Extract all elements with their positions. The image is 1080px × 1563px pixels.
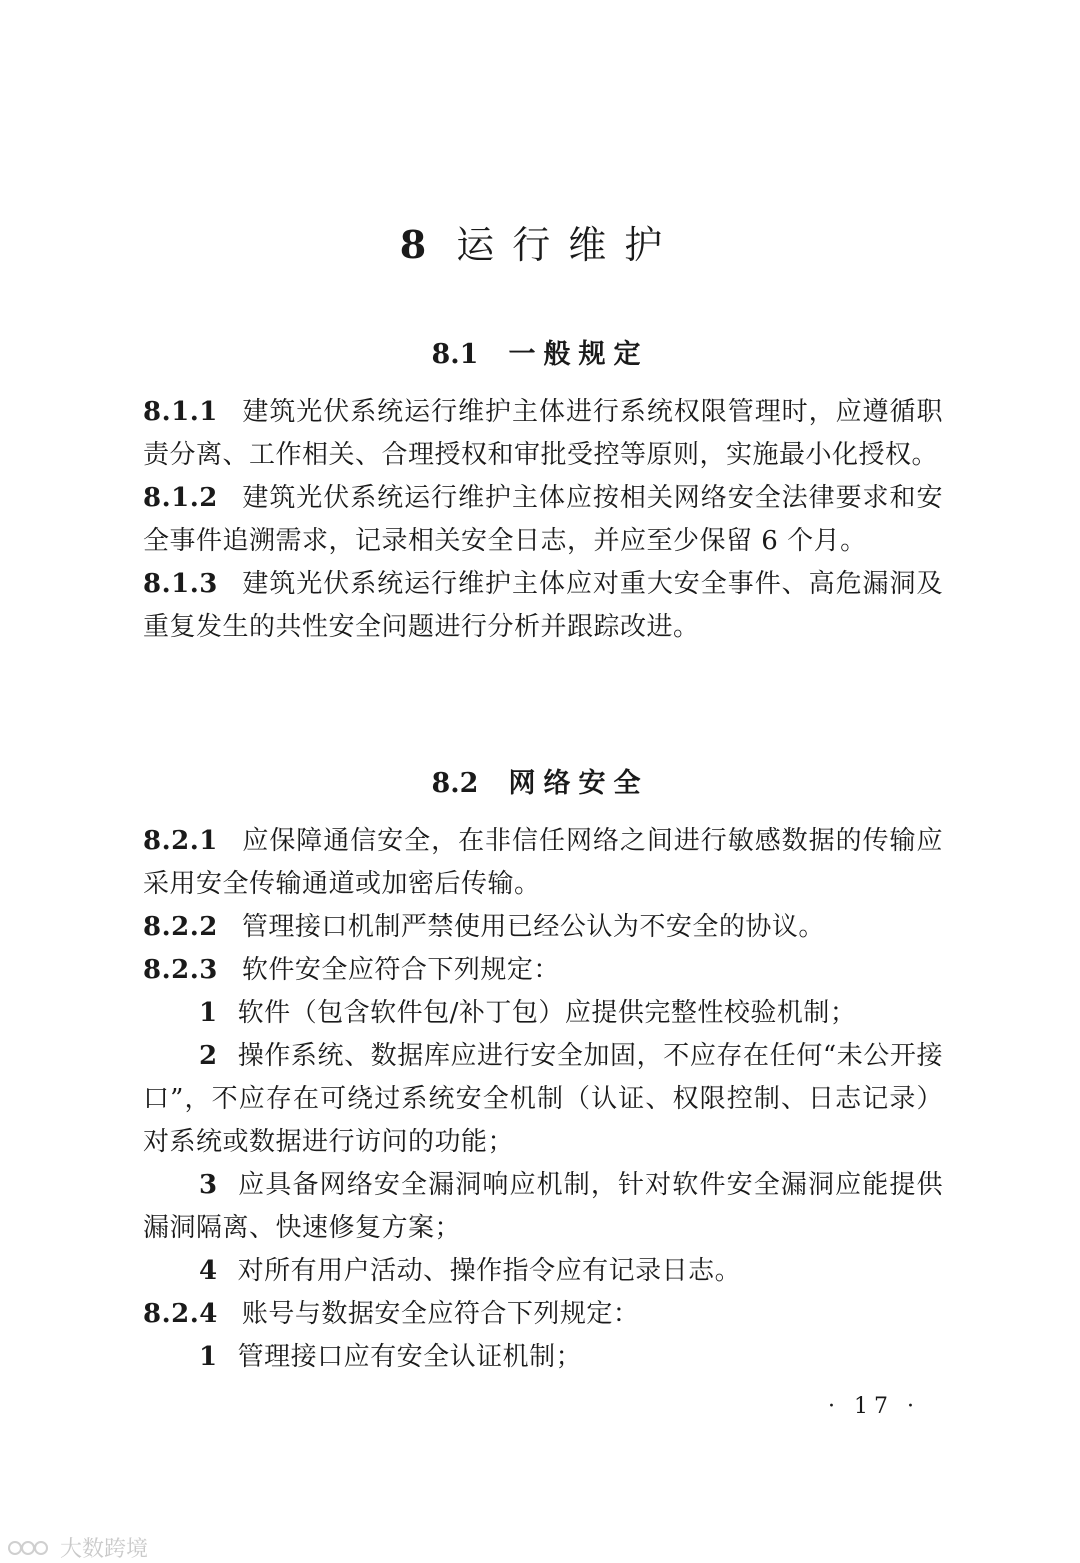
item-text: 操作系统、数据库应进行安全加固，不应存在任何“未公开接口”，不应存在可绕过系统安全机制（认证、权限控制、日志记录）对系统或数据进行访问的功能； [143, 1041, 943, 1157]
chapter-number: 8 [399, 222, 427, 267]
clause-number: 8.2.4 [143, 1299, 218, 1329]
section-title-text: 网络安全 [508, 768, 649, 799]
clause-8-1-3 [143, 563, 943, 649]
clause-text: 建筑光伏系统运行维护主体应对重大安全事件、高危漏洞及重复发生的共性安全问题进行分析并跟踪改进。 [143, 569, 943, 642]
watermark-logo-icon [6, 1537, 54, 1559]
list-item [143, 1336, 943, 1379]
item-text: 管理接口应有安全认证机制； [237, 1342, 583, 1372]
item-text: 对所有用户活动、操作指令应有记录日志。 [237, 1256, 742, 1286]
clause-text: 建筑光伏系统运行维护主体进行系统权限管理时，应遵循职责分离、工作相关、合理授权和审批受控等原则，实施最小化授权。 [143, 397, 943, 470]
watermark [6, 1532, 148, 1563]
chapter-title-text: 运行维护 [456, 223, 681, 267]
chapter-title [0, 214, 1080, 269]
section-title-8-1 [0, 332, 1080, 371]
item-number: 2 [199, 1041, 218, 1071]
section-title-text: 一般规定 [508, 339, 649, 370]
item-number: 1 [199, 998, 218, 1028]
list-item [143, 1250, 943, 1293]
item-number: 1 [199, 1342, 218, 1372]
clause-number: 8.1.1 [143, 397, 218, 427]
clause-8-1-1 [143, 391, 943, 477]
clause-number: 8.2.1 [143, 826, 218, 856]
section-number: 8.2 [431, 768, 479, 799]
list-item [143, 992, 943, 1035]
list-item [143, 1164, 943, 1250]
clause-text: 应保障通信安全，在非信任网络之间进行敏感数据的传输应采用安全传输通道或加密后传输。 [143, 826, 943, 899]
section-number: 8.1 [431, 339, 479, 370]
item-number: 3 [199, 1170, 218, 1200]
clause-text: 建筑光伏系统运行维护主体应按相关网络安全法律要求和安全事件追溯需求，记录相关安全日志，并应至少保留 6 个月。 [143, 483, 943, 556]
clause-number: 8.1.2 [143, 483, 218, 513]
watermark-text: 大数跨境 [60, 1537, 149, 1562]
item-text: 应具备网络安全漏洞响应机制，针对软件安全漏洞应能提供漏洞隔离、快速修复方案； [143, 1170, 943, 1243]
clause-text: 账号与数据安全应符合下列规定： [241, 1299, 640, 1329]
clause-8-1-2 [143, 477, 943, 563]
section-8-1-body [143, 391, 943, 649]
list-item [143, 1035, 943, 1164]
clause-number: 8.2.2 [143, 912, 218, 942]
clause-8-2-4 [143, 1293, 943, 1336]
clause-8-2-2 [143, 906, 943, 949]
clause-number: 8.2.3 [143, 955, 218, 985]
clause-text: 管理接口机制严禁使用已经公认为不安全的协议。 [241, 912, 825, 942]
clause-8-2-1 [143, 820, 943, 906]
clause-number: 8.1.3 [143, 569, 218, 599]
item-number: 4 [199, 1256, 218, 1286]
section-8-2-body [143, 820, 943, 1379]
section-title-8-2 [0, 761, 1080, 800]
page-number: · 17 · [828, 1394, 920, 1419]
clause-text: 软件安全应符合下列规定： [241, 955, 560, 985]
item-text: 软件（包含软件包/补丁包）应提供完整性校验机制； [237, 998, 857, 1028]
clause-8-2-3 [143, 949, 943, 992]
